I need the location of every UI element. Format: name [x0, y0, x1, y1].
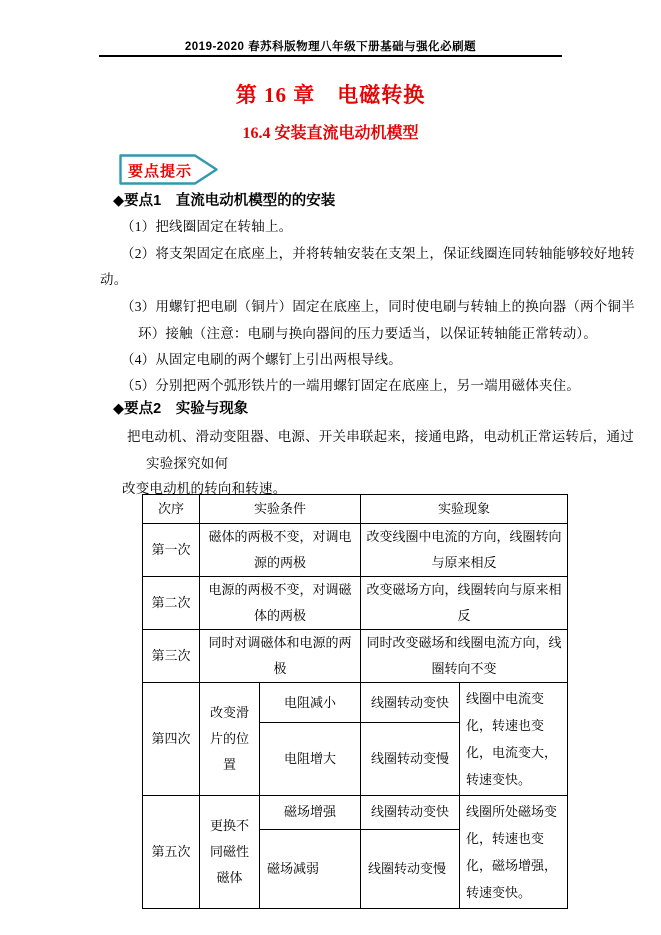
cell-sequence: 第五次 — [143, 796, 200, 909]
table-row — [143, 524, 568, 577]
step-3-line: （3）用螺钉把电刷（铜片）固定在底座上，同时使电刷与转轴上的换向器（两个铜半 — [121, 299, 635, 314]
header-divider — [99, 55, 562, 57]
cell-phenomenon: 改变线圈中电流的方向，线圈转向与原来相反 — [361, 524, 568, 577]
document-header-title: 2019-2020 春苏科版物理八年级下册基础与强化必刷题 — [184, 41, 477, 53]
cell-sub-condition: 磁场减弱 — [260, 829, 361, 908]
cell-sub-phenomenon: 线圈转动变快 — [361, 683, 460, 723]
cell-sequence: 第一次 — [143, 524, 200, 577]
cell-condition: 更换不同磁性磁体 — [200, 796, 260, 909]
header-cell-condition: 实验条件 — [200, 495, 361, 524]
header-cell-sequence: 次序 — [143, 495, 200, 524]
chapter-title: 第 16 章 电磁转换 — [235, 83, 426, 107]
cell-phenomenon: 同时改变磁场和线圈电流方向，线圈转向不变 — [361, 630, 568, 683]
cell-summary: 线圈所处磁场变化，转速也变化，磁场增强，转速变快。 — [460, 796, 568, 909]
cell-condition: 同时对调磁体和电源的两极 — [200, 630, 361, 683]
table-row — [143, 577, 568, 630]
step-4-line: （4）从固定电刷的两个螺钉上引出两根导线。 — [121, 352, 402, 367]
step-2-line: （2）将支架固定在底座上，并将转轴安装在支架上，保证线圈连同转轴能够较好地转 — [121, 246, 635, 261]
lesson-title: 16.4 安装直流电动机模型 — [242, 125, 419, 142]
cell-sub-condition: 电阻增大 — [260, 723, 361, 796]
step-3-continuation: 环）接触（注意：电刷与换向器间的压力要适当，以保证转轴能正常转动）。 — [138, 326, 598, 341]
cell-sub-phenomenon: 线圈转动变快 — [361, 796, 460, 830]
table-row — [143, 683, 568, 723]
cell-sub-condition: 磁场增强 — [260, 796, 361, 830]
keypoint1-heading: ◆要点1 直流电动机模型的的安装 — [113, 193, 336, 209]
table-row — [143, 630, 568, 683]
cell-sub-condition: 电阻减小 — [260, 683, 361, 723]
keypoint2-heading: ◆要点2 实验与现象 — [113, 401, 249, 417]
header-cell-phenomenon: 实验现象 — [361, 495, 568, 524]
cell-condition: 电源的两极不变，对调磁体的两极 — [200, 577, 361, 630]
cell-sub-phenomenon: 线圈转动变慢 — [361, 723, 460, 796]
cell-summary: 线圈中电流变化，转速也变化，电流变大，转速变快。 — [460, 683, 568, 796]
experiment-paragraph-line-2: 实验探究如何 — [146, 456, 229, 471]
experiment-paragraph-line-1: 把电动机、滑动变阻器、电源、开关串联起来，接通电路，电动机正常运转后，通过 — [127, 429, 634, 444]
table-row — [143, 796, 568, 830]
cell-sequence: 第二次 — [143, 577, 200, 630]
step-1-line: （1）把线圈固定在转轴上。 — [121, 219, 293, 234]
experiment-table — [142, 494, 568, 909]
cell-condition: 改变滑片的位置 — [200, 683, 260, 796]
table-header-row — [143, 495, 568, 524]
cell-phenomenon: 改变磁场方向，线圈转向与原来相反 — [361, 577, 568, 630]
cell-sequence: 第三次 — [143, 630, 200, 683]
cell-condition: 磁体的两极不变，对调电源的两极 — [200, 524, 361, 577]
badge-label: 要点提示 — [128, 163, 193, 180]
cell-sequence: 第四次 — [143, 683, 200, 796]
experiment-paragraph-line-3: 改变电动机的转向和转速。 — [122, 481, 287, 496]
key-points-badge — [119, 154, 219, 185]
step-5-line: （5）分别把两个弧形铁片的一端用螺钉固定在底座上，另一端用磁体夹住。 — [121, 378, 581, 393]
cell-sub-phenomenon: 线圈转动变慢 — [361, 829, 460, 908]
step-2-continuation: 动。 — [100, 272, 128, 287]
